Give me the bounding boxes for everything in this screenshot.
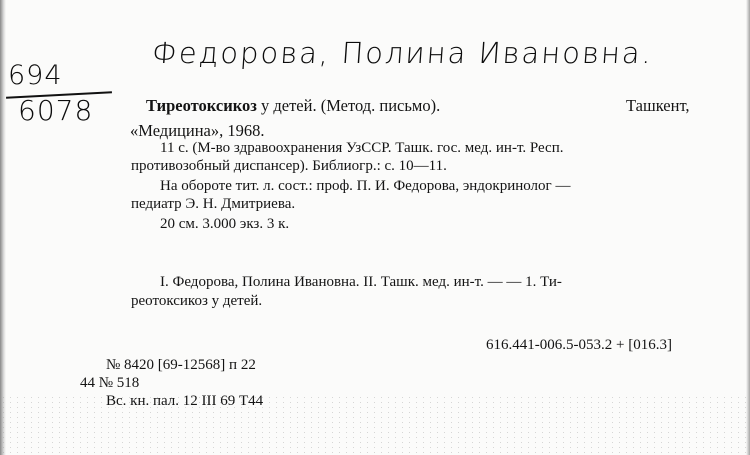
- registry-line-2: 44 № 518: [80, 375, 140, 391]
- publisher-year: «Медицина», 1968.: [130, 121, 265, 140]
- note-line-1: На обороте тит. л. сост.: проф. П. И. Федорова, эндокринолог —: [160, 178, 571, 194]
- registry-line-1: № 8420 [69-12568] п 22: [106, 357, 256, 373]
- title-rest: у детей. (Метод. письмо).: [256, 96, 441, 115]
- title-bold: Тиреотоксикоз: [146, 96, 257, 115]
- place: Ташкент,: [626, 96, 690, 115]
- format-line: 20 см. 3.000 экз. 3 к.: [160, 216, 290, 232]
- collation-line-2: противозобный диспансер). Библиогр.: с. 10—11.: [131, 158, 447, 174]
- collation-line-1: 11 с. (М-во здравоохранения УзССР. Ташк. гос. мед. ин-т. Респ.: [160, 140, 564, 156]
- card-right-edge: [746, 0, 750, 455]
- card-left-edge: [0, 0, 6, 455]
- tracing-line-1: I. Федорова, Полина Ивановна. II. Ташк. мед. ин-т. — — 1. Ти-: [160, 274, 562, 290]
- shelf-mark-top: 694: [8, 60, 63, 91]
- classification-number: 616.441-006.5-053.2 + [016.3]: [486, 337, 672, 353]
- note-line-2: педиатр Э. Н. Дмитриева.: [131, 196, 296, 212]
- shelf-mark-bottom: 6078: [18, 94, 94, 127]
- handwritten-author-heading: Федорова, Полина Ивановна.: [150, 36, 655, 70]
- tracing-line-2: реотоксикоз у детей.: [131, 293, 263, 309]
- registry-line-3: Вс. кн. пал. 12 III 69 Т44: [106, 393, 264, 409]
- title-line: [146, 96, 440, 115]
